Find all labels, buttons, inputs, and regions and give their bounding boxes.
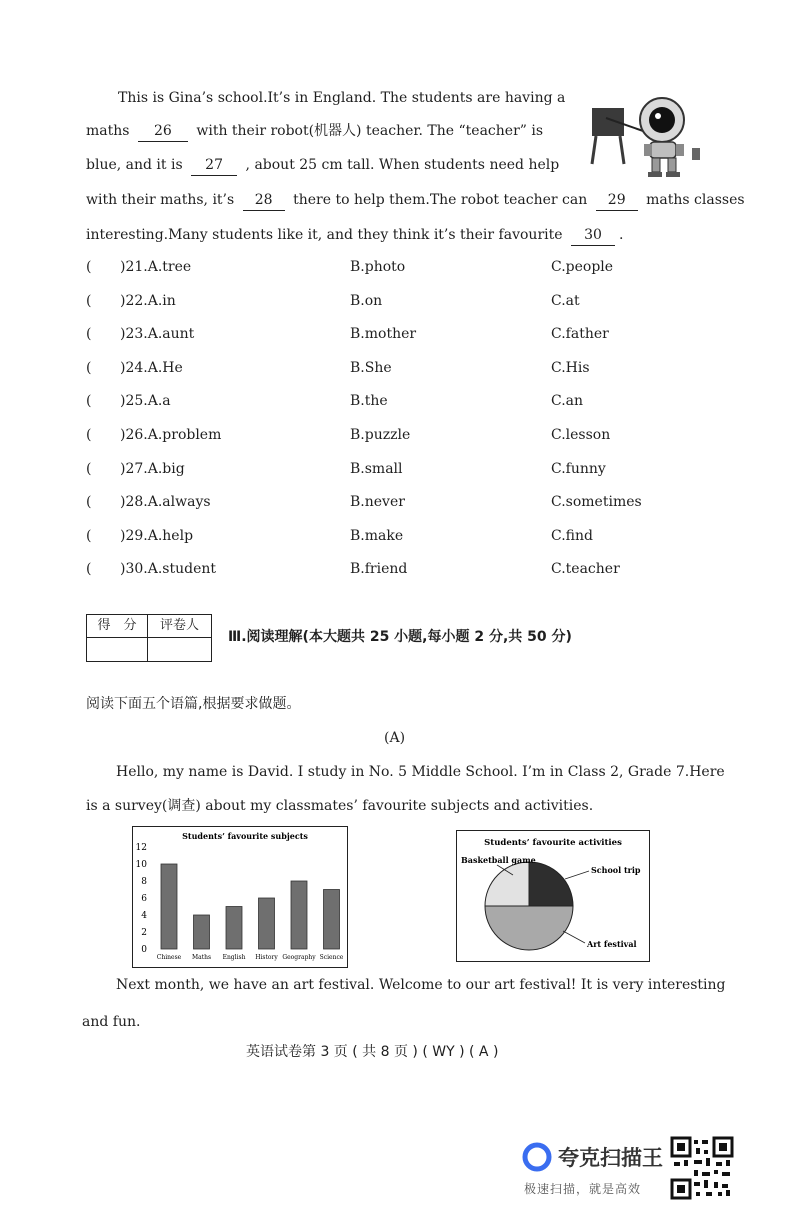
option-a: )22.A.in [120,292,176,309]
blank-26: 26 [138,121,188,142]
passage-line-5: interesting.Many students like it, and they think it’s their favourite 30 . [86,225,623,246]
slice-label: Basketball game [461,855,536,865]
option-a: )28.A.always [120,494,211,511]
bar-maths [194,915,210,949]
option-c: C.people [551,259,614,275]
option-b: B.make [350,527,404,544]
bar-geography [291,881,307,949]
score-table [86,614,212,662]
x-tick-label: History [255,954,278,961]
favourite-subjects-bar-chart [132,826,348,968]
y-tick-label: 8 [141,877,147,887]
passage-a-line-4: and fun. [82,1014,141,1030]
answer-bracket: ( [86,359,92,376]
passage-a-line-2: is a survey(调查) about my classmates’ favourite subjects and activities. [86,798,594,814]
option-c: C.sometimes [551,494,642,511]
option-c: C.funny [551,460,606,477]
x-tick-label: Chinese [156,954,182,961]
leader-line [563,931,585,943]
qr-code-icon [670,1136,734,1200]
leader-line [565,871,589,879]
grader-header: 评卷人 [148,615,211,638]
bar-chinese [161,864,177,949]
blank-27: 27 [191,155,237,176]
answer-bracket: ( [86,527,92,544]
slice-label: School trip [591,865,641,875]
passage-line-2: maths 26 with their robot(机器人) teacher. The “teacher” is [86,121,543,142]
option-a: )29.A.help [120,527,194,544]
section-title: Ⅲ.阅读理解(本大题共 25 小题,每小题 2 分,共 50 分) [228,629,572,645]
option-b: B.the [350,393,388,410]
answer-bracket: ( [86,292,92,309]
y-tick-label: 4 [141,911,147,921]
option-b: B.small [350,460,403,477]
bar-chart-title: Students’ favourite subjects [182,831,308,841]
option-b: B.never [350,494,405,511]
x-tick-label: Geography [282,954,316,961]
option-c: C.lesson [551,427,611,443]
option-c: C.father [551,326,609,343]
part-label: (A) [384,730,406,746]
robot-teacher-illustration [586,88,706,180]
answer-bracket: ( [86,427,92,443]
blank-29: 29 [596,190,638,211]
y-tick-label: 2 [141,928,147,938]
favourite-activities-pie-chart [456,830,650,962]
option-c: C.teacher [551,561,620,578]
answer-bracket: ( [86,494,92,511]
x-tick-label: English [222,954,246,961]
passage-line-3: blue, and it is 27 , about 25 cm tall. When students need help [86,155,559,176]
option-b: B.mother [350,326,417,343]
option-a: )23.A.aunt [120,326,195,343]
option-b: B.She [350,359,392,376]
bar-english [226,907,242,950]
passage-line-1: This is Gina’s school.It’s in England. The students are having a [118,90,566,106]
bar-history [259,898,275,949]
option-c: C.His [551,359,590,376]
instruction: 阅读下面五个语篇,根据要求做题。 [86,696,301,712]
option-c: C.find [551,527,593,544]
answer-bracket: ( [86,326,92,343]
option-b: B.on [350,292,383,309]
answer-bracket: ( [86,393,92,410]
option-c: C.at [551,292,580,309]
pie-chart-title: Students’ favourite activities [484,838,622,848]
slice-school-trip [529,862,573,906]
passage-a-line-3: Next month, we have an art festival. Welcome to our art festival! It is very interesting [116,977,726,993]
page-footer: 英语试卷第 3 页 ( 共 8 页 ) ( WY ) ( A ) [246,1044,499,1060]
y-tick-label: 0 [141,945,147,955]
option-b: B.photo [350,259,406,275]
option-c: C.an [551,393,584,410]
bar-science [324,890,340,950]
slice-art-festival [485,906,573,950]
passage-a-line-1: Hello, my name is David. I study in No. 5 Middle School. I’m in Class 2, Grade 7.Here [116,764,725,780]
y-tick-label: 10 [135,860,147,870]
score-header: 得 分 [87,615,148,638]
scanner-app-name: 夸克扫描王 [558,1146,663,1170]
answer-bracket: ( [86,259,92,275]
option-a: )26.A.problem [120,427,222,443]
option-a: )21.A.tree [120,259,192,275]
option-a: )24.A.He [120,359,183,376]
scanner-logo-icon [522,1142,552,1172]
slice-label: Art festival [587,939,637,949]
y-tick-label: 6 [141,894,147,904]
option-a: )27.A.big [120,460,185,477]
y-tick-label: 12 [135,843,147,853]
option-b: B.puzzle [350,427,411,443]
answer-bracket: ( [86,460,92,477]
answer-bracket: ( [86,561,92,578]
blank-28: 28 [243,190,285,211]
x-tick-label: Maths [191,954,212,961]
blank-30: 30 [571,225,615,246]
option-a: )25.A.a [120,393,171,410]
slice-basketball-game [485,862,529,906]
option-b: B.friend [350,561,408,578]
scanner-slogan: 极速扫描，就是高效 [524,1182,642,1196]
passage-line-4: with their maths, it’s 28 there to help them.The robot teacher can 29 maths classes [86,190,745,211]
x-tick-label: Science [319,954,344,961]
option-a: )30.A.student [120,561,217,578]
